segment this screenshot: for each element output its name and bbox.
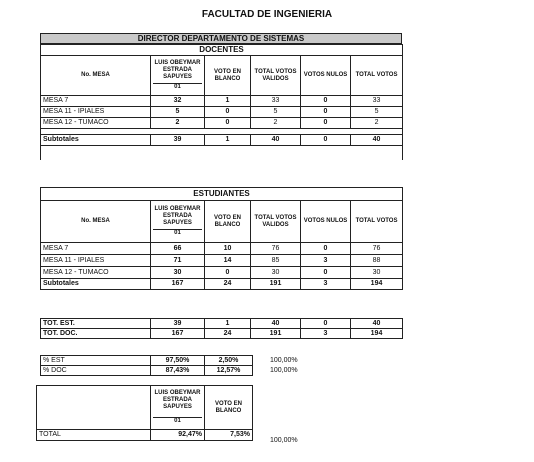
row-nulos: 0 [301,118,351,129]
row-cand: 30 [151,267,205,279]
row-blanco: 1 [205,96,251,107]
percent-sum: 100,00% [270,357,298,364]
percent-sum: 100,00% [270,367,298,374]
row-total: 5 [351,107,403,118]
subtotal-label: Subtotales [41,279,151,290]
table-row [41,267,403,279]
total-nulos: 3 [301,329,351,339]
total-validos: 40 [251,319,301,329]
total-blanco: 1 [205,319,251,329]
percent-cand: 87,43% [151,366,205,376]
subtotal-cand: 39 [151,135,205,146]
row-cand: 66 [151,243,205,255]
subtotal-nulos: 0 [301,135,351,146]
percent-row [41,366,253,376]
percent-blanco: 2,50% [205,356,253,366]
total-total: 194 [351,329,403,339]
row-blanco: 14 [205,255,251,267]
candidate-name: LUIS OBEYMAR ESTRADA SAPUYES [154,205,201,226]
percent-label: % EST [41,356,151,366]
header-candidate [151,201,205,243]
row-nulos: 0 [301,96,351,107]
row-mesa: MESA 11 - IPIALES [41,107,151,118]
row-total: 88 [351,255,403,267]
header-nulos: VOTOS NULOS [301,56,351,96]
final-blanco: 7,53% [205,430,253,441]
row-mesa: MESA 7 [41,96,151,107]
docentes-label: DOCENTES [41,45,403,56]
header-total: TOTAL VOTOS [351,56,403,96]
row-validos: 33 [251,96,301,107]
row-validos: 76 [251,243,301,255]
candidate-number: 01 [153,229,202,237]
director-band: DIRECTOR DEPARTAMENTO DE SISTEMAS [40,33,402,44]
final-row [37,430,253,441]
row-validos: 2 [251,118,301,129]
final-table [36,385,253,441]
row-total: 2 [351,118,403,129]
header-validos: TOTAL VOTOS VALIDOS [251,201,301,243]
row-validos: 85 [251,255,301,267]
percent-cand: 97,50% [151,356,205,366]
candidate-number: 01 [153,417,202,425]
row-cand: 2 [151,118,205,129]
total-row [41,319,403,329]
header-blanco: VOTO EN BLANCO [205,56,251,96]
header-mesa: No. MESA [41,56,151,96]
candidate-number: 01 [153,83,202,91]
header-total: TOTAL VOTOS [351,201,403,243]
row-mesa: MESA 12 - TUMACO [41,267,151,279]
subtotal-validos: 191 [251,279,301,290]
header-mesa: No. MESA [41,201,151,243]
row-validos: 30 [251,267,301,279]
candidate-name: LUIS OBEYMAR ESTRADA SAPUYES [154,390,201,410]
estudiantes-label: ESTUDIANTES [41,188,403,201]
final-cand: 92,47% [151,430,205,441]
row-nulos: 0 [301,107,351,118]
subtotal-total: 194 [351,279,403,290]
subtotal-validos: 40 [251,135,301,146]
percent-row [41,356,253,366]
candidate-name: LUIS OBEYMAR ESTRADA SAPUYES [154,59,201,80]
table-row [41,107,403,118]
row-nulos: 3 [301,255,351,267]
row-nulos: 0 [301,267,351,279]
row-mesa: MESA 7 [41,243,151,255]
subtotal-blanco: 1 [205,135,251,146]
row-mesa: MESA 11 - IPIALES [41,255,151,267]
total-blanco: 24 [205,329,251,339]
table-row [41,255,403,267]
final-sum: 100,00% [270,437,298,444]
row-total: 76 [351,243,403,255]
header-validos: TOTAL VOTOS VALIDOS [251,56,301,96]
row-blanco: 0 [205,107,251,118]
row-nulos: 0 [301,243,351,255]
row-cand: 5 [151,107,205,118]
percent-label: % DOC [41,366,151,376]
page-title: FACULTAD DE INGENIERIA [201,9,333,20]
row-blanco: 0 [205,267,251,279]
final-label: TOTAL [37,430,151,441]
header-blanco: VOTO EN BLANCO [205,201,251,243]
row-cand: 71 [151,255,205,267]
row-blanco: 0 [205,118,251,129]
row-blanco: 10 [205,243,251,255]
table-row [41,243,403,255]
docentes-table [40,44,403,160]
subtotal-total: 40 [351,135,403,146]
subtotal-row [41,279,403,290]
final-header-blanco: VOTO EN BLANCO [205,386,253,430]
total-label: TOT. DOC. [41,329,151,339]
totals-table [40,318,403,339]
row-cand: 32 [151,96,205,107]
subtotal-label: Subtotales [41,135,151,146]
percents-table [40,355,253,376]
table-row [41,96,403,107]
total-cand: 39 [151,319,205,329]
final-header-candidate [151,386,205,430]
subtotal-row [41,135,403,146]
percent-blanco: 12,57% [205,366,253,376]
row-mesa: MESA 12 - TUMACO [41,118,151,129]
subtotal-nulos: 3 [301,279,351,290]
subtotal-cand: 167 [151,279,205,290]
header-nulos: VOTOS NULOS [301,201,351,243]
estudiantes-table [40,187,403,290]
header-candidate [151,56,205,96]
total-row [41,329,403,339]
total-nulos: 0 [301,319,351,329]
total-cand: 167 [151,329,205,339]
total-validos: 191 [251,329,301,339]
table-row [41,118,403,129]
row-total: 33 [351,96,403,107]
row-validos: 5 [251,107,301,118]
row-total: 30 [351,267,403,279]
subtotal-blanco: 24 [205,279,251,290]
total-label: TOT. EST. [41,319,151,329]
total-total: 40 [351,319,403,329]
